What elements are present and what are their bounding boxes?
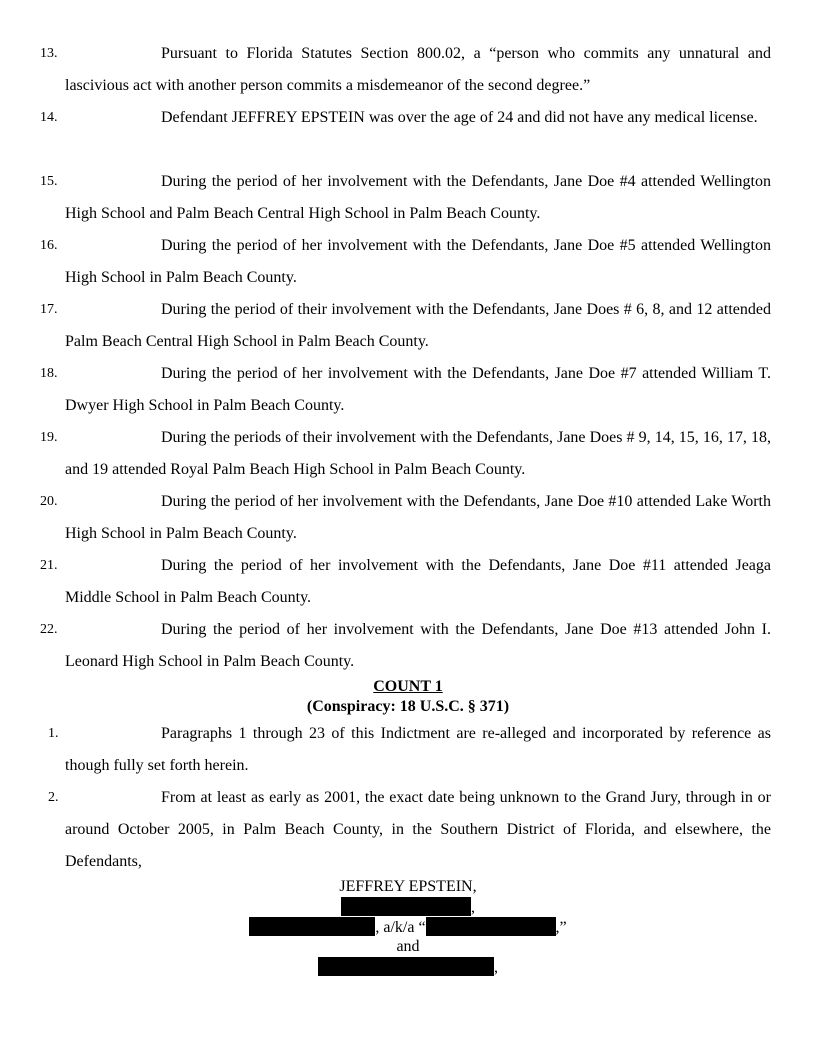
paragraph-text: During the periods of their involvement with the Defendants, Jane Does # 9, 14, 15, 16, 17, 18, and 19 attended Royal Palm Beach High School in Palm Beach County. (65, 429, 771, 478)
paragraph-14 (40, 102, 771, 134)
paragraph-number: 1. (48, 726, 59, 741)
paragraph-number: 2. (48, 790, 59, 805)
defendant-redacted-line-2 (0, 917, 816, 938)
redaction-bar (426, 917, 556, 936)
paragraph-text: Paragraphs 1 through 23 of this Indictment are re-alleged and incorporated by reference as though fully set forth herein. (65, 725, 771, 774)
defendant-name-line (0, 877, 816, 897)
count-subtitle: (Conspiracy: 18 U.S.C. § 371) (306, 698, 510, 715)
paragraph-text: During the period of their involvement with the Defendants, Jane Does # 6, 8, and 12 attended Palm Beach Central High School in Palm Beach County. (65, 301, 771, 350)
close-quote-text: ,” (555, 919, 567, 936)
paragraph-number: 16. (40, 238, 58, 253)
paragraph-number: 20. (40, 494, 58, 509)
redaction-bar (318, 957, 494, 976)
end-comma-text: , (494, 959, 498, 976)
paragraph-number: 18. (40, 366, 58, 381)
aka-text: , a/k/a “ (375, 919, 426, 936)
paragraph-text: During the period of her involvement with the Defendants, Jane Doe #11 attended Jeaga Middle School in Palm Beach County. (65, 557, 771, 606)
paragraph-21 (40, 550, 771, 614)
paragraph-13 (40, 38, 771, 102)
paragraph-22 (40, 614, 771, 678)
paragraph-17 (40, 294, 771, 358)
paragraph-19 (40, 422, 771, 486)
paragraph-text: Defendant JEFFREY EPSTEIN was over the age of 24 and did not have any medical license. (161, 109, 758, 126)
paragraph-number: 22. (40, 622, 58, 637)
paragraph-text: During the period of her involvement with the Defendants, Jane Doe #7 attended William T. Dwyer High School in Palm Beach County. (65, 365, 771, 414)
count-heading (0, 677, 816, 717)
count-paragraph-2 (48, 782, 771, 878)
and-text: and (396, 938, 420, 955)
paragraph-number: 14. (40, 110, 58, 125)
paragraph-20 (40, 486, 771, 550)
paragraph-text: During the period of her involvement with the Defendants, Jane Doe #10 attended Lake Worth High School in Palm Beach County. (65, 493, 771, 542)
paragraph-number: 15. (40, 174, 58, 189)
paragraph-number: 19. (40, 430, 58, 445)
paragraph-text: From at least as early as 2001, the exact date being unknown to the Grand Jury, through in or around October 2005, in Palm Beach County, in the Southern District of Florida, and elsewhere, the Defendants, (65, 789, 771, 870)
paragraph-18 (40, 358, 771, 422)
paragraph-text: During the period of her involvement with the Defendants, Jane Doe #13 attended John I. Leonard High School in Palm Beach County. (65, 621, 771, 670)
and-line (0, 937, 816, 957)
count-title: COUNT 1 (373, 678, 443, 695)
defendant-name: JEFFREY EPSTEIN, (339, 878, 477, 895)
defendant-redacted-line-3 (0, 957, 816, 978)
count-paragraph-1 (48, 718, 771, 782)
paragraph-number: 21. (40, 558, 58, 573)
paragraph-number: 13. (40, 46, 58, 61)
defendant-redacted-line-1 (0, 897, 816, 918)
comma-text: , (471, 899, 475, 916)
redaction-bar (341, 897, 471, 916)
paragraph-15 (40, 166, 771, 230)
paragraph-number: 17. (40, 302, 58, 317)
paragraph-text: During the period of her involvement with the Defendants, Jane Doe #4 attended Wellington High School and Palm Beach Central High School in Palm Beach County. (65, 173, 771, 222)
paragraph-text: During the period of her involvement with the Defendants, Jane Doe #5 attended Wellington High School in Palm Beach County. (65, 237, 771, 286)
redaction-bar (249, 917, 375, 936)
paragraph-16 (40, 230, 771, 294)
paragraph-text: Pursuant to Florida Statutes Section 800.02, a “person who commits any unnatural and lascivious act with another person commits a misdemeanor of the second degree.” (65, 45, 771, 94)
